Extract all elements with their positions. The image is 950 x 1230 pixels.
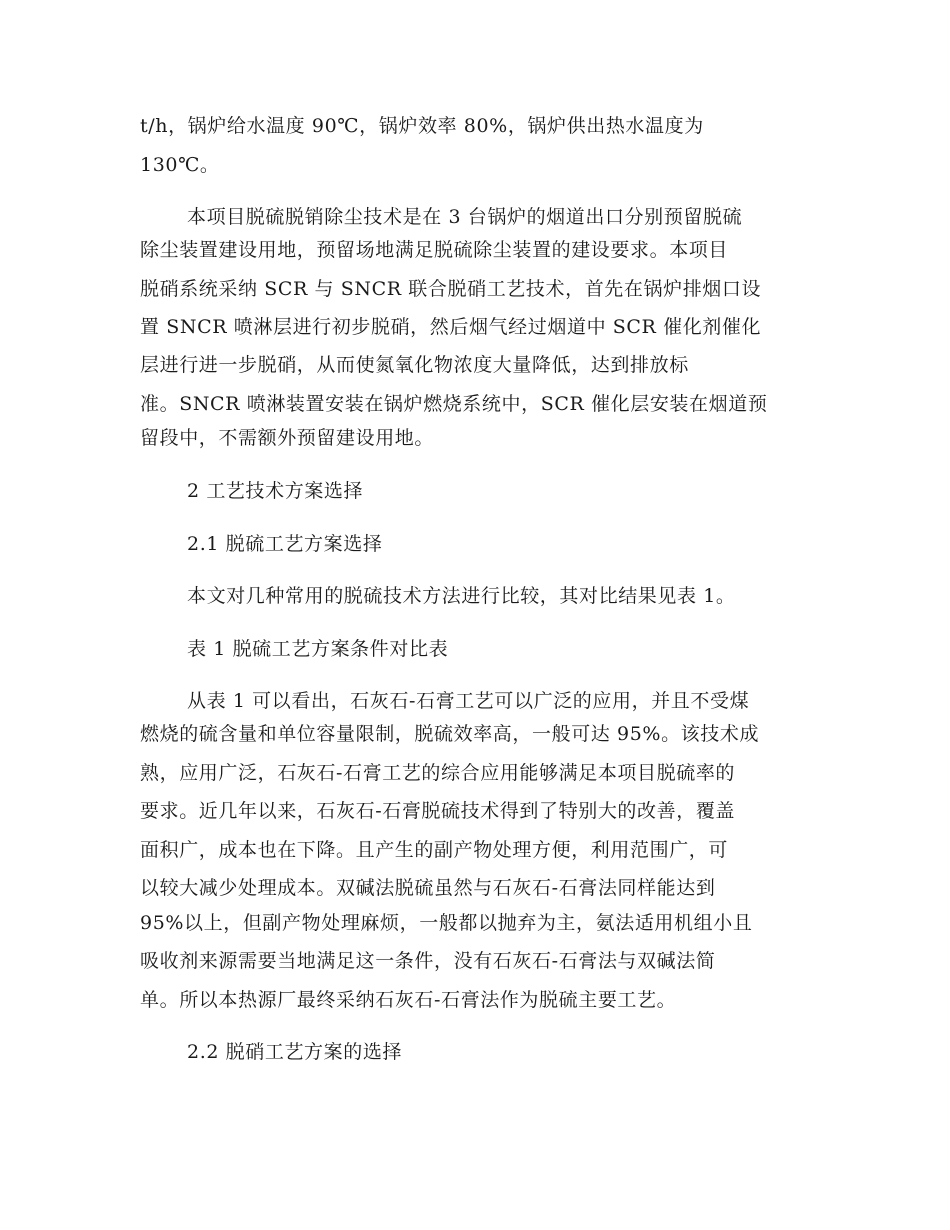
paragraph-line: 置 SNCR 喷淋层进行初步脱硝，然后烟气经过烟道中 SCR 催化剂催化 [140,316,762,338]
paragraph-line: 准。SNCR 喷淋装置安装在锅炉燃烧系统中，SCR 催化层安装在烟道预 [140,393,768,415]
section-heading: 2 工艺技术方案选择 [187,480,364,502]
paragraph-line: 95%以上，但副产物处理麻烦，一般都以抛弃为主，氨法适用机组小且 [140,912,753,934]
paragraph-line: 从表 1 可以看出，石灰石-石膏工艺可以广泛的应用，并且不受煤 [187,690,750,712]
subsection-heading: 2.2 脱硝工艺方案的选择 [187,1041,403,1063]
paragraph-line: 熟，应用广泛，石灰石-石膏工艺的综合应用能够满足本项目脱硫率的 [140,762,736,784]
paragraph-line: 层进行进一步脱硝，从而使氮氧化物浓度大量降低，达到排放标 [140,354,689,376]
paragraph-line: 除尘装置建设用地，预留场地满足脱硫除尘装置的建设要求。本项目 [140,239,729,261]
paragraph-line: 单。所以本热源厂最终采纳石灰石-石膏法作为脱硫主要工艺。 [140,989,677,1011]
paragraph-line: t/h，锅炉给水温度 90℃，锅炉效率 80%，锅炉供出热水温度为 [140,115,704,137]
subsection-heading: 2.1 脱硫工艺方案选择 [187,533,383,555]
paragraph-line: 面积广，成本也在下降。且产生的副产物处理方便，利用范围广，可 [140,839,729,861]
paragraph-line: 以较大减少处理成本。双碱法脱硫虽然与石灰石-石膏法同样能达到 [140,877,716,899]
paragraph-line: 130℃。 [140,154,220,176]
paragraph-line: 本文对几种常用的脱硫技术方法进行比较，其对比结果见表 1。 [187,585,736,607]
paragraph-line: 要求。近几年以来，石灰石-石膏脱硫技术得到了特别大的改善，覆盖 [140,800,736,822]
paragraph-line: 本项目脱硫脱销除尘技术是在 3 台锅炉的烟道出口分别预留脱硫 [187,206,743,228]
paragraph-line: 脱硝系统采纳 SCR 与 SNCR 联合脱硝工艺技术，首先在锅炉排烟口设 [140,278,762,300]
paragraph-line: 燃烧的硫含量和单位容量限制，脱硫效率高，一般可达 95%。该技术成 [140,723,760,745]
paragraph-line: 吸收剂来源需要当地满足这一条件，没有石灰石-石膏法与双碱法简 [140,950,716,972]
paragraph-line: 留段中，不需额外预留建设用地。 [140,427,435,449]
table-caption: 表 1 脱硫工艺方案条件对比表 [187,638,449,660]
